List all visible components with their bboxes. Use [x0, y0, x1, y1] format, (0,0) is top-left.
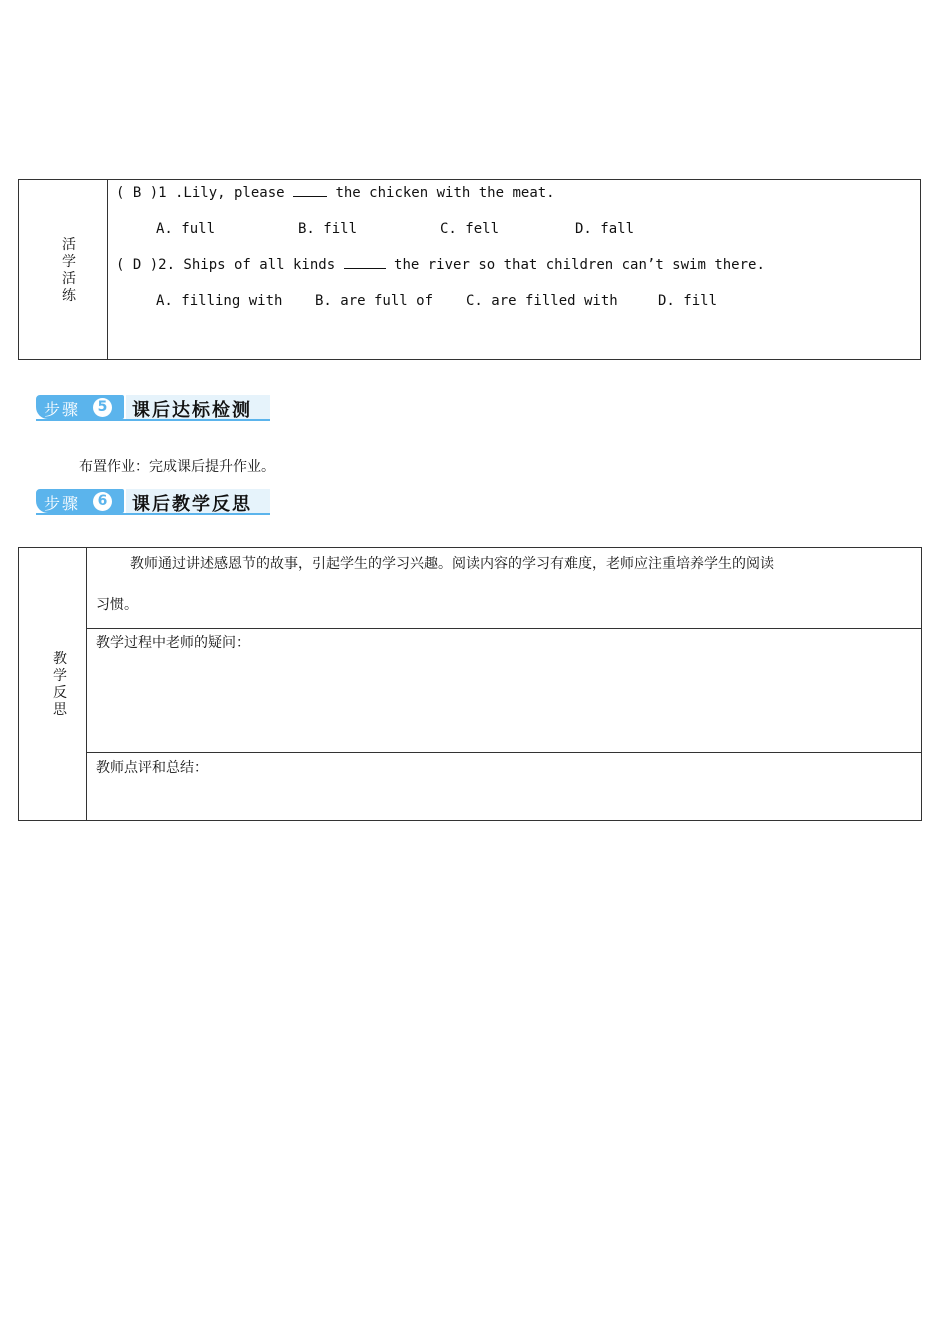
side-char: 活 [62, 237, 76, 253]
step-pill-label: 步骤 [44, 400, 81, 419]
practice-side-label [59, 237, 79, 305]
question-2 [116, 257, 765, 273]
row-divider [86, 628, 921, 629]
q1-option-a: A. full [156, 221, 216, 237]
reflection-paragraph-line1: 教师通过讲述感恩节的故事，引起学生的学习兴趣。阅读内容的学习有难度，老师应注重培养学生的阅读 [130, 556, 774, 572]
q1-option-b: B. fill [298, 221, 358, 237]
side-char: 反 [53, 685, 67, 701]
summary-label: 教师点评和总结： [96, 760, 208, 776]
row-divider [86, 752, 921, 753]
step-number: 6 [93, 492, 112, 511]
side-char: 学 [53, 668, 67, 684]
side-char: 学 [62, 254, 76, 270]
question-1 [116, 185, 555, 201]
reflection-side-label [50, 651, 70, 719]
question-label: 教学过程中老师的疑问： [96, 635, 250, 651]
step-title: 课后达标检测 [132, 400, 252, 421]
step-number: 5 [93, 398, 112, 417]
q2-option-a: A. filling with [156, 293, 283, 309]
q1-option-c: C. fell [440, 221, 500, 237]
q2-stem: ( D )2. Ships of all kinds [116, 257, 336, 273]
q2-rest: the river so that children can’t swim there. [394, 257, 765, 273]
step-pill-label: 步骤 [44, 494, 81, 513]
homework-text: 布置作业：完成课后提升作业。 [79, 459, 275, 475]
step5-banner [36, 395, 270, 421]
q1-option-d: D. fall [575, 221, 635, 237]
side-char: 思 [53, 702, 67, 718]
table-divider [107, 180, 108, 359]
q1-rest: the chicken with the meat. [335, 185, 555, 201]
practice-table [18, 179, 921, 360]
q1-stem: ( B )1 .Lily, please [116, 185, 285, 201]
step6-banner [36, 489, 270, 515]
side-char: 活 [62, 271, 76, 287]
q2-option-d: D. fill [658, 293, 718, 309]
table-divider [86, 548, 87, 820]
q2-option-b: B. are full of [315, 293, 434, 309]
reflection-paragraph-line2: 习惯。 [96, 597, 138, 613]
side-char: 练 [62, 288, 76, 304]
q2-blank [344, 257, 386, 269]
q2-option-c: C. are filled with [466, 293, 618, 309]
side-char: 教 [53, 651, 67, 667]
q1-blank [293, 185, 327, 197]
step-title: 课后教学反思 [132, 494, 252, 515]
reflection-table [18, 547, 922, 821]
